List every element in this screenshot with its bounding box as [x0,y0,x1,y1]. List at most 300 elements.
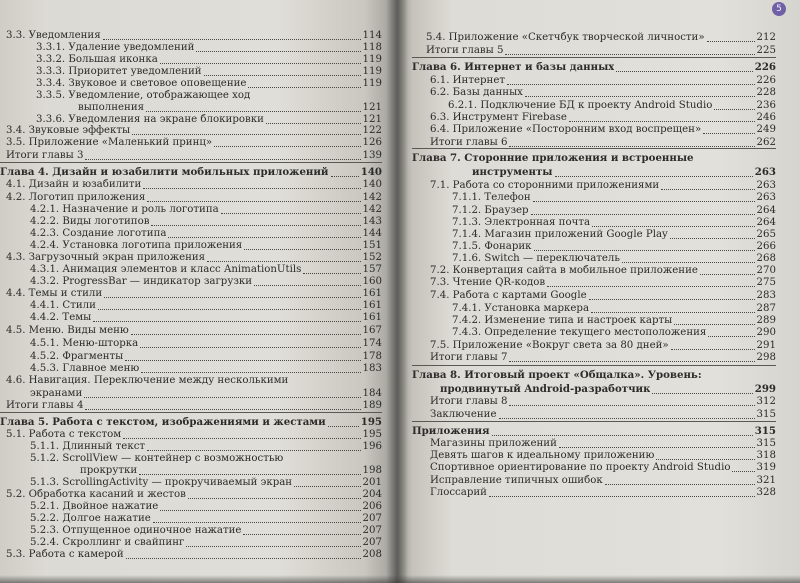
page-bottom-edge [0,575,396,583]
page-number: 299 [754,383,776,395]
toc-entry-title: 5.1.3. ScrollingActivity — прокручиваемый экран [30,477,293,488]
toc-entry-title: 7.1.4. Магазин приложений Google Play [452,229,668,240]
chapter-title: Глава 4. Дизайн и юзабилити мобильных приложений [0,167,329,178]
page-number: 283 [756,290,776,301]
dot-leader [123,437,360,439]
page-number: 152 [362,252,382,263]
dot-leader [507,83,755,85]
toc-entry-title: экранами [30,388,83,399]
toc-entry [430,352,776,363]
toc-entry [6,179,382,190]
toc-entry [6,252,382,263]
toc-entry-title: 6.2. Базы данных [430,87,523,98]
page-number: 114 [362,30,382,41]
toc-entry-title: Магазины приложений [430,438,557,449]
page-number: 225 [756,45,776,56]
page-number: 119 [362,66,382,77]
page-number: 207 [362,525,382,536]
toc-entry [30,228,382,239]
dot-leader [652,392,752,394]
chapter-title: продвинутый Android-разработчик [440,384,651,395]
page-number: 140 [362,179,382,190]
dot-leader [303,272,360,274]
toc-entry [430,409,776,420]
dot-leader [207,260,360,262]
dot-leader [146,110,360,112]
toc-entry-title: 4.2.3. Создание логотипа [30,228,167,239]
toc-entry [430,396,776,407]
page-number: 315 [756,409,776,420]
toc-entry [426,45,776,56]
chapter-entry [0,167,382,178]
toc-entry [30,276,382,287]
toc-entry [30,300,382,311]
chapter-entry [412,62,776,73]
toc-entry [78,102,382,113]
toc-entry-text: 3.3.5. Уведомление, отображающее ход [36,90,251,101]
toc-entry-title: Итоги главы 8 [430,396,508,407]
toc-entry [430,124,776,135]
toc-entry [36,78,382,89]
dot-leader [103,38,361,40]
toc-entry [30,525,382,536]
toc-entry [452,217,776,228]
toc-entry-title: 5.2.4. Скроллинг и свайпинг [30,537,185,548]
toc-entry [448,100,776,111]
dot-leader [489,495,755,497]
toc-entry-title: 5.2. Обработка касаний и жестов [6,489,186,500]
dot-leader [147,200,360,202]
toc-entry-title: 4.2. Логотип приложения [6,192,146,203]
page-number: 312 [756,396,776,407]
toc-entry [6,400,382,411]
toc-entry [30,537,382,548]
page-number: 246 [756,112,776,123]
dot-leader [509,145,754,147]
dot-leader [331,175,359,177]
page-number: 321 [756,475,776,486]
toc-entry-title: 7.4.2. Изменение типа и настроек карты [452,315,673,326]
toc-entry-title: 6.1. Интернет [430,75,505,86]
toc-entry [30,240,382,251]
page-number: 126 [362,137,382,148]
toc-entry-title: Спортивное ориентирование по проекту Android Studio [430,462,731,473]
page-number: 151 [362,240,382,251]
page-number: 142 [362,192,382,203]
toc-entry-title: Итоги главы 7 [430,352,508,363]
toc-entry-title: 7.4. Работа с картами Google [430,290,587,301]
toc-entry [36,66,382,77]
dot-leader [670,237,755,239]
toc-entry [30,338,382,349]
dot-leader [93,320,360,322]
page-number: 287 [756,303,776,314]
toc-entry-title: 5.2.2. Долгое нажатие [30,513,151,524]
toc-entry-title: Итоги главы 5 [426,45,504,56]
page-number: 174 [362,338,382,349]
page-number: 139 [362,150,382,161]
toc-entry-title: 6.4. Приложение «Посторонним вход воспрещен» [430,124,702,135]
dot-leader [547,285,754,287]
dot-leader [531,213,755,215]
toc-entry [6,30,382,41]
toc-entry-title: 6.3. Инструмент Firebase [430,112,567,123]
page-number: 208 [362,549,382,560]
toc-entry-title: 7.1.5. Фонарик [452,241,532,252]
toc-entry-title: 5.4. Приложение «Скетчбук творческой личности» [426,32,705,43]
toc-entry-title: Заключение [430,409,497,420]
toc-entry [30,477,382,488]
dot-leader [143,187,360,189]
chapter-entry [472,167,776,178]
page-number: 212 [756,32,776,43]
toc-entry-title: 3.3.6. Уведомления на экране блокировки [36,114,264,125]
dot-leader [125,359,360,361]
page-number: 275 [756,277,776,288]
toc-entry [36,114,382,125]
dot-leader [196,50,360,52]
toc-entry-title: 4.5.1. Меню-шторка [30,338,139,349]
page-number: 236 [756,100,776,111]
chapter-title: Глава 6. Интернет и базы данных [412,62,615,73]
toc-entry [430,290,776,301]
page-number: 167 [362,325,382,336]
section-divider [412,148,776,149]
page-number: 195 [362,429,382,440]
toc-entry [430,475,776,486]
dot-leader [700,273,755,275]
toc-entry-title: 3.3.4. Звуковое и световое оповещение [36,78,247,89]
dot-leader [328,425,359,427]
toc-entry-title: 4.4.1. Стили [30,300,96,311]
toc-entry [30,312,382,323]
toc-entry-title: 7.4.1. Установка маркера [452,303,590,314]
toc-entry [452,253,776,264]
toc-entry [30,264,382,275]
page-number: 291 [756,340,776,351]
page-number: 264 [756,205,776,216]
toc-entry [36,54,382,65]
toc-entry [430,137,776,148]
toc-entry-title: 7.1.1. Телефон [452,192,531,203]
chapter-entry [412,426,776,437]
dot-leader [671,348,755,350]
dot-leader [499,417,755,419]
page-number: 144 [362,228,382,239]
toc-entry [80,465,382,476]
dot-leader [84,396,360,398]
page-number: 119 [362,78,382,89]
dot-leader [525,95,755,97]
toc-entry [6,288,382,299]
toc-entry [30,351,382,362]
dot-leader [505,53,754,55]
toc-entry [452,327,776,338]
page-number: 319 [756,462,776,473]
toc-entry [430,450,776,461]
chapter-title: Глава 5. Работа с текстом, изображениями и жестами [0,417,326,428]
dot-leader [139,473,360,475]
page-number: 189 [362,400,382,411]
toc-entry [6,489,382,500]
toc-entry-title: выполнения [78,102,145,113]
toc-entry-title: 7.5. Приложение «Вокруг света за 80 дней» [430,340,669,351]
toc-entry-title: 7.2. Конвертация сайта в мобильное приложение [430,265,698,276]
page-number: 265 [756,229,776,240]
dot-leader [569,120,755,122]
page-number: 268 [756,253,776,264]
toc-entry [452,241,776,252]
dot-leader [153,521,361,523]
dot-leader [214,145,360,147]
toc-entry-title: 7.3. Чтение QR-кодов [430,277,546,288]
dot-leader [732,470,754,472]
page-number: 226 [756,75,776,86]
dot-leader [188,497,361,499]
toc-entry-title: 4.5.3. Главное меню [30,363,140,374]
toc-entry [30,513,382,524]
page-number: 161 [362,300,382,311]
page-number: 207 [362,513,382,524]
toc-entry [430,112,776,123]
dot-leader [661,188,754,190]
dot-leader [243,533,360,535]
toc-entry-title: 7.1.6. Switch — переключатель [452,253,620,264]
dot-leader [294,485,360,487]
dot-leader [674,323,754,325]
page-bottom-edge [396,575,800,583]
page-number: 157 [362,264,382,275]
toc-entry-title: 5.3. Работа с камерой [6,549,124,560]
toc-entry-title: 3.5. Приложение «Маленький принц» [6,137,213,148]
dot-leader [533,200,755,202]
toc-entry [30,363,382,374]
dot-leader [132,133,360,135]
page-number: 121 [362,114,382,125]
toc-entry [6,150,382,161]
toc-entry-title: 4.4.2. Темы [30,312,92,323]
page-number: 178 [362,351,382,362]
toc-entry [452,205,776,216]
dot-leader [509,360,754,362]
page-number: 161 [362,312,382,323]
dot-leader [104,296,360,298]
toc-entry-title: 4.4. Темы и стили [6,288,103,299]
toc-entry [30,216,382,227]
toc-entry-title: 5.1. Работа с текстом [6,429,122,440]
page-number: 270 [756,265,776,276]
toc-entry-title: 4.2.4. Установка логотипа приложения [30,240,243,251]
toc-entry [430,487,776,498]
page-number: 121 [362,102,382,113]
toc-entry [452,315,776,326]
toc-entry-title: Итоги главы 6 [430,137,508,148]
toc-entry-title: 4.3. Загрузочный экран приложения [6,252,206,263]
page-number-badge: 5 [772,2,786,16]
chapter-title: Приложения [412,426,490,437]
toc-entry [430,75,776,86]
toc-entry-title: 3.4. Звуковые эффекты [6,125,131,136]
toc-entry [430,462,776,473]
page-number: 249 [756,124,776,135]
chapter-title: инструменты [472,167,553,178]
section-divider [0,412,382,413]
page-number: 140 [360,166,382,178]
dot-leader [622,261,755,263]
page-number: 290 [756,327,776,338]
dot-leader [221,212,361,214]
toc-entry-title: 5.2.3. Отпущенное одиночное нажатие [30,525,242,536]
toc-entry [452,303,776,314]
toc-entry-title: 4.2.2. Виды логотипов [30,216,150,227]
dot-leader [656,458,754,460]
page-number: 226 [754,61,776,73]
section-divider [412,421,776,422]
toc-entry-title: 5.1.1. Длинный текст [30,441,146,452]
page-number: 263 [756,180,776,191]
page-number: 184 [362,388,382,399]
toc-entry [452,192,776,203]
dot-leader [592,225,755,227]
page-number: 315 [754,425,776,437]
toc-entry [6,549,382,560]
page-number: 119 [362,54,382,65]
toc-entry [6,192,382,203]
toc-entry-title: 6.2.1. Подключение БД к проекту Android Studio [448,100,713,111]
toc-entry-title: Исправление типичных ошибок [430,475,603,486]
section-divider [412,365,776,366]
toc-entry [430,277,776,288]
page-number: 315 [756,438,776,449]
dot-leader [186,545,360,547]
toc-entry-title: Девять шагов к идеальному приложению [430,450,655,461]
toc-entry-title: 4.2.1. Назначение и роль логотипа [30,204,219,215]
page-number: 228 [756,87,776,98]
page-number: 118 [362,42,382,53]
page-number: 262 [756,137,776,148]
dot-leader [492,434,753,436]
toc-entry-title: Итоги главы 3 [6,150,84,161]
dot-leader [534,249,755,251]
page-number: 318 [756,450,776,461]
dot-leader [616,70,752,72]
toc-entry [30,388,382,399]
toc-entry-title: 4.1. Дизайн и юзабилити [6,179,142,190]
page-number: 263 [756,192,776,203]
dot-leader [559,446,755,448]
toc-entry-title: 3.3.1. Удаление уведомлений [36,42,195,53]
page-number: 206 [362,501,382,512]
toc-entry [30,501,382,512]
dot-leader [714,108,754,110]
dot-leader [140,346,360,348]
page-number: 328 [756,487,776,498]
toc-entry [430,180,776,191]
page-number: 160 [362,276,382,287]
page-number: 143 [362,216,382,227]
toc-entry [30,441,382,452]
toc-entry [426,32,776,43]
dot-leader [708,335,754,337]
toc-entry [6,325,382,336]
page-number: 198 [362,465,382,476]
page-number: 266 [756,241,776,252]
toc-entry-title: 4.3.2. ProgressBar — индикатор загрузки [30,276,253,287]
dot-leader [605,483,755,485]
toc-entry [430,265,776,276]
dot-leader [589,298,755,300]
toc-entry [430,438,776,449]
page-number: 161 [362,288,382,299]
toc-entry [36,42,382,53]
dot-leader [147,449,361,451]
dot-leader [160,509,360,511]
toc-entry-title: 7.1.2. Браузер [452,205,529,216]
dot-leader [160,62,361,64]
toc-entry-title: 4.5.2. Фрагменты [30,351,124,362]
dot-leader [509,404,754,406]
dot-leader [591,311,755,313]
dot-leader [85,408,360,410]
page-number: 264 [756,217,776,228]
toc-entry-text: 4.6. Навигация. Переключение между несколькими [6,375,289,386]
dot-leader [248,86,360,88]
toc-entry [6,137,382,148]
chapter-title: Глава 8. Итоговый проект «Общалка». Уровень: [412,369,702,381]
chapter-title: Глава 7. Сторонние приложения и встроенные [412,152,694,164]
page-number: 201 [362,477,382,488]
toc-entry [430,87,776,98]
dot-leader [204,74,361,76]
toc-entry-title: 7.4.3. Определение текущего местоположения [452,327,707,338]
toc-entry-title: Глоссарий [430,487,487,498]
dot-leader [703,132,754,134]
section-divider [412,57,776,58]
dot-leader [555,175,753,177]
page-number: 122 [362,125,382,136]
dot-leader [85,158,360,160]
page-number: 142 [362,204,382,215]
toc-entry-title: 3.3.3. Приоритет уведомлений [36,66,202,77]
toc-entry-title: 3.3.2. Большая иконка [36,54,158,65]
dot-leader [168,236,360,238]
dot-leader [141,371,360,373]
toc-entry-title: 3.3. Уведомления [6,30,101,41]
page-number: 207 [362,537,382,548]
toc-entry-title: 5.2.1. Двойное нажатие [30,501,159,512]
toc-entry-title: прокрутки [80,465,138,476]
toc-entry [6,429,382,440]
page-number: 298 [756,352,776,363]
dot-leader [151,224,360,226]
chapter-entry [440,384,776,395]
toc-entry-title: 7.1. Работа со сторонними приложениями [430,180,660,191]
toc-entry-title: 7.1.3. Электронная почта [452,217,591,228]
toc-entry [6,125,382,136]
page-number: 183 [362,363,382,374]
dot-leader [131,333,361,335]
chapter-entry [0,417,382,428]
toc-entry [452,229,776,240]
dot-leader [266,122,361,124]
toc-entry-title: 4.3.1. Анимация элементов и класс AnimationUtils [30,264,302,275]
toc-entry [430,340,776,351]
dot-leader [254,284,361,286]
dot-leader [707,40,755,42]
toc-entry-title: Итоги главы 4 [6,400,84,411]
dot-leader [98,308,361,310]
page-number: 196 [362,441,382,452]
